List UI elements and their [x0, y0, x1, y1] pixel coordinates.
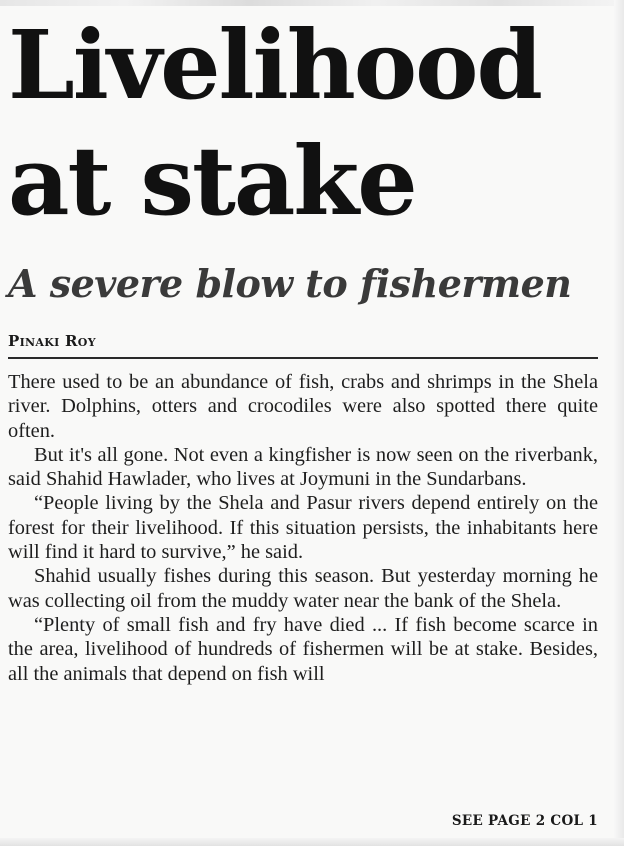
article-body — [8, 370, 598, 686]
scan-bottom-edge — [0, 838, 624, 846]
subheadline: A severe blow to fishermen — [8, 261, 572, 306]
scan-top-edge — [0, 0, 624, 6]
scan-right-edge — [614, 0, 624, 846]
author-byline: Pinaki Roy — [8, 332, 96, 350]
headline-line-1: Livelihood — [8, 10, 541, 121]
continued-on-page-note: SEE PAGE 2 COL 1 — [451, 813, 598, 829]
headline-line-2: at stake — [8, 126, 416, 237]
article-paragraph-2: But it's all gone. Not even a kingfisher is now seen on the riverbank, said Shahid Hawlader, who lives at Joymuni in the Sundarbans. — [8, 443, 598, 491]
article-paragraph-5: “Plenty of small fish and fry have died ... If fish become scarce in the area, livelihood of hundreds of fishermen will be at stake. Besides, all the animals that depend on fish will — [8, 613, 598, 685]
article-paragraph-1: There used to be an abundance of fish, crabs and shrimps in the Shela river. Dolphins, otters and crocodiles were also spotted there quite often. — [8, 371, 598, 442]
article-paragraph-4: Shahid usually fishes during this season. But yesterday morning he was collecting oil from the muddy water near the bank of the Shela. — [8, 565, 598, 612]
headline — [8, 8, 608, 240]
article-paragraph-3: “People living by the Shela and Pasur rivers depend entirely on the forest for their livelihood. If this situation persists, the inhabitants here will find it hard to survive,” he said. — [8, 492, 598, 564]
byline-rule — [8, 357, 598, 359]
